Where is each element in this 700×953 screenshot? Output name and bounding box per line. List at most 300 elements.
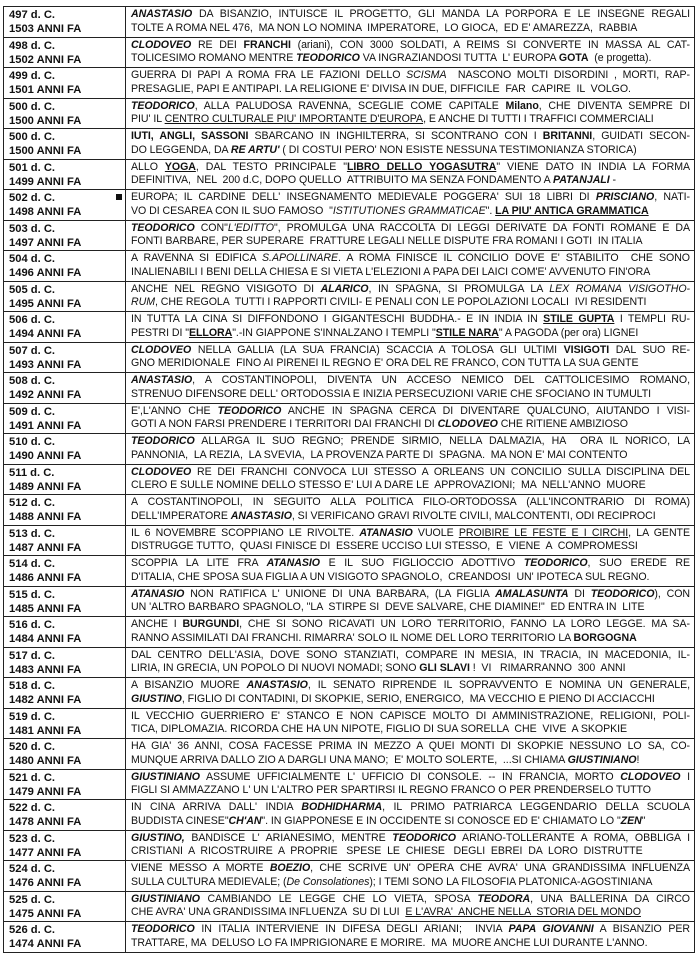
year-label: 521 d. C. (9, 771, 56, 784)
date-cell (4, 190, 126, 221)
years-ago-label: 1485 ANNI FA (9, 602, 82, 615)
emphasis-text: TEODORICO (131, 435, 195, 447)
date-cell (4, 68, 126, 99)
emphasis-text: YOGA (164, 160, 196, 173)
plain-text: CHE AVRA' UNA GRANDISSIMA INFLUENZA SU DI LUI (131, 906, 406, 919)
plain-text: GNO MERIDIONALE FINO AI PIRENEI IL REGNO E' ORA DEL RE FRANCO, CON TUTTA LA SUA GENTE (131, 357, 639, 370)
emphasis-text: E L'AVRA' ANCHE NELLA STORIA DEL MONDO (405, 906, 641, 919)
event-text-line (131, 313, 690, 327)
event-text-line (131, 649, 690, 663)
years-ago-label: 1479 ANNI FA (9, 785, 82, 798)
event-text-line (131, 662, 690, 676)
event-text-line (131, 801, 690, 815)
date-cell (4, 98, 126, 129)
event-text-line (131, 235, 690, 249)
event-text-line (131, 357, 690, 371)
date-cell (4, 281, 126, 312)
event-description (126, 403, 695, 434)
emphasis-text: TEODORICO (131, 221, 195, 234)
chronology-row (4, 800, 695, 831)
emphasis-text: LEX ROMANA VISIGOTHO- (549, 282, 690, 295)
event-description (126, 800, 695, 831)
years-ago-label: 1476 ANNI FA (9, 877, 82, 889)
chronology-row (4, 464, 695, 495)
year-label: 519 d. C. (9, 710, 56, 723)
event-text-line (131, 252, 690, 266)
chronology-row (4, 678, 695, 709)
plain-text: MUNQUE ARRIVA DALLO ZIO A DARGLI UNA MANO; E' MOLTO SOLERTE, ...SI CHIAMA (131, 753, 568, 766)
event-text-line (131, 906, 690, 920)
plain-text: DISTRUGGE TUTTO, QUASI FINISCE DI ESSERE UCCISO LUI STESSO, E VIENE A COMPROMESSI (131, 540, 638, 553)
emphasis-text: ALARICO (320, 282, 369, 295)
plain-text: DEFINITIVA, NEL 200 d.C, DOPO QUELLO ATTRIBUITO MA SENZA FONDAMENTO A (131, 174, 553, 187)
event-description (126, 525, 695, 556)
plain-text: DI (568, 587, 591, 600)
event-text-line (131, 496, 690, 510)
plain-text: CRISTIANI A RICOSTRUIRE A PROPRIE SPESE LE CHIESE DEGLI EBREI DA LORO DISTRUTTE (131, 845, 643, 858)
emphasis-text: CLODOVEO (131, 343, 192, 356)
emphasis-text: ELLORA (188, 326, 233, 339)
chronology-row (4, 525, 695, 556)
chronology-row (4, 373, 695, 404)
plain-text: IN CINA ARRIVA DALL' INDIA (131, 801, 302, 813)
years-ago-label: 1499 ANNI FA (9, 175, 82, 188)
event-description (126, 464, 695, 495)
years-ago-label: 1496 ANNI FA (9, 267, 82, 279)
plain-text: LIRIA, IN GRECIA, UN POPOLO DI NUOVI NOMADI; SONO (131, 662, 420, 675)
event-text-line (131, 161, 690, 175)
event-description (126, 495, 695, 526)
chronology-row (4, 312, 695, 343)
event-text-line (131, 601, 690, 615)
emphasis-text: LIBRO DELLO YOGASUTRA (346, 160, 497, 173)
emphasis-text: GIUSTINO (131, 692, 182, 705)
plain-text: TOLICESIMO ROMANO MENTRE (131, 52, 297, 65)
emphasis-text: STILE NARA (435, 326, 499, 339)
years-ago-label: 1497 ANNI FA (9, 236, 82, 249)
date-cell (4, 708, 126, 739)
event-text-line (131, 144, 690, 158)
chronology-row (4, 495, 695, 526)
date-cell (4, 739, 126, 770)
plain-text: PESTRI DI " (131, 326, 189, 339)
year-label: 506 d. C. (9, 314, 56, 326)
chronology-row (4, 647, 695, 678)
event-description (126, 647, 695, 678)
plain-text: , CHE DIVENTA SEMPRE DI (538, 99, 690, 112)
event-description (126, 220, 695, 251)
plain-text: I (680, 770, 690, 783)
plain-text: ANCHE I (131, 618, 183, 630)
emphasis-text: PATANJALI (552, 174, 610, 187)
chronology-sheet (3, 6, 695, 953)
emphasis-text: TEODORICO (392, 831, 456, 844)
plain-text: VUOLE (412, 526, 459, 539)
year-label: 508 d. C. (9, 375, 56, 387)
event-text-line (131, 845, 690, 859)
event-text-line (131, 22, 690, 36)
plain-text: ASSUME UFFICIALMENTE L' UFFICIO DI CONSOLE. -- IN FRANCIA, MORTO (199, 770, 621, 783)
date-cell (4, 7, 126, 38)
plain-text: , CHE REGOLA TUTTI I RAPPORTI CIVILI- E PENALI CON LE POPOLAZIONI LOCALI IVI RESIDENTI (154, 296, 647, 309)
emphasis-text: VISIGOTI (563, 343, 610, 356)
chronology-row (4, 220, 695, 251)
event-text-line (131, 893, 690, 907)
chronology-row (4, 891, 695, 922)
plain-text: STRENUO DIFENSORE DELL' ORTODOSSIA E INIZIA PERSECUZIONI VARIE CHE SFOCIANO IN TUMULTI (131, 387, 652, 400)
plain-text: , GUIDATI SECON- (592, 130, 690, 142)
plain-text: IL 6 NOVEMBRE SCOPPIANO LE RIVOLTE. (131, 526, 360, 539)
year-label: 513 d. C. (9, 527, 56, 540)
event-text-line (131, 113, 690, 127)
event-description (126, 830, 695, 861)
plain-text: " (641, 814, 646, 827)
plain-text: ! (636, 753, 640, 766)
years-ago-label: 1475 ANNI FA (9, 907, 82, 920)
emphasis-text: TEODORICO (131, 923, 195, 935)
event-description (126, 251, 695, 282)
plain-text: SBARCANO IN INGHILTERRA, SI SCONTRANO CON I (248, 130, 543, 142)
plain-text: HA GIA' 36 ANNI, COSA FACESSE PRIMA IN MEZZO A QUEI MONTI DI SKOPKIE NESSUNO LO SA, CO- (131, 740, 690, 752)
year-label: 504 d. C. (9, 253, 56, 265)
emphasis-text: S.APOLLINARE (262, 252, 338, 264)
plain-text: A COSTANTINOPOLI, IN SEGUITO ALLA POLITICA FILO-ORTODOSSA (ALL'INCONTRARIO DI ROMA) (131, 496, 690, 508)
plain-text: TRATTARE, MA DELUSO LO FA IMPRIGIONARE E MORIRE. MA MUORE ANCHE LUI DURANTE L'ANNO. (131, 936, 648, 949)
date-cell (4, 586, 126, 617)
plain-text: (e progetta). (588, 52, 652, 65)
chronology-row (4, 830, 695, 861)
event-text-line (131, 222, 690, 236)
plain-text: , FIGLIO DI CONTADINI, DI SKOPKIE, SERIO, ENERGICO, MA VECCHIO E PIENO DI ACCIACCHI (181, 692, 655, 705)
plain-text: PRESAGLIE, PAPI E ANTIPAPI. LA RELIGIONE E' DIVISA IN DUE, DIFFICILE FAR CAPIRE IL VOLGO. (131, 82, 631, 95)
emphasis-text: ISTITUTIONES GRAMMATICAE (332, 204, 486, 217)
chronology-row (4, 556, 695, 587)
plain-text: I TEMPLI RU- (614, 313, 690, 325)
year-label: 520 d. C. (9, 741, 56, 753)
event-text-line (131, 388, 690, 402)
plain-text: VO DI CESAREA CON IL SUO FAMOSO " (131, 204, 333, 217)
years-ago-label: 1478 ANNI FA (9, 816, 82, 828)
event-text-line (131, 39, 690, 53)
years-ago-label: 1480 ANNI FA (9, 755, 82, 767)
event-text-line (131, 784, 690, 798)
plain-text: CON" (194, 221, 228, 234)
date-cell (4, 220, 126, 251)
emphasis-text: GIUSTINIANO (131, 892, 200, 905)
plain-text: DO LEGGENDA, DA (131, 143, 231, 156)
emphasis-text: GIUSTINO, (131, 831, 185, 844)
plain-text: RANNO ASSIMILATI DAI FRANCHI. RIMARRA' SOLO IL NOME DEL LORO TERRITORIO LA (131, 631, 574, 644)
plain-text: , SUO EREDE RE (587, 557, 690, 569)
plain-text: IN TUTTA LA CINA SI DIFFONDONO I GIGANTESCHI BUDDHA.- E IN INDIA IN (131, 313, 544, 325)
year-label: 522 d. C. (9, 802, 56, 814)
plain-text: UN 'ALTRO BARBARO SPAGNOLO, "LA STIRPE SI DEVE SALVARE, CHE DIAMINE!" ED ENTRA IN LITE (131, 601, 645, 614)
plain-text: ALLO (131, 160, 165, 173)
event-description (126, 891, 695, 922)
emphasis-text: BRITANNI (542, 130, 593, 142)
emphasis-text: L'EDITTO (227, 221, 274, 234)
event-description (126, 68, 695, 99)
event-description (126, 678, 695, 709)
event-text-line (131, 815, 690, 829)
chronology-row (4, 281, 695, 312)
date-cell (4, 769, 126, 800)
plain-text: PANNONIA, LA REZIA, LA SVEVIA, LA PROVENZA PARTE DI SPAGNA. MA NON E' MAI CONTENTO (131, 448, 628, 461)
plain-text: BUDDISTA CINESE" (131, 814, 229, 827)
date-cell (4, 373, 126, 404)
date-cell (4, 403, 126, 434)
years-ago-label: 1482 ANNI FA (9, 694, 82, 706)
years-ago-label: 1501 ANNI FA (9, 84, 82, 96)
plain-text: INALIENABILI I BENI DELLA CHIESA E SI VIETA L'ELEZIONI A PAPA DEI LAICI COM'E' AVVENUTO FIN'ORA (131, 265, 651, 278)
emphasis-text: BURGUNDI (182, 618, 240, 630)
year-label: 511 d. C. (9, 466, 55, 479)
event-text-line (131, 527, 690, 541)
years-ago-label: 1474 ANNI FA (9, 938, 82, 950)
year-label: 501 d. C. (9, 161, 56, 174)
date-cell (4, 647, 126, 678)
event-text-line (131, 344, 690, 358)
emphasis-text: BOEZIO (269, 862, 311, 874)
event-text-line (131, 466, 690, 480)
chronology-row (4, 861, 695, 892)
emphasis-text: BORGOGNA (573, 631, 637, 644)
year-label: 505 d. C. (9, 283, 56, 296)
plain-text: RE DEI FRANCHI CONVOCA LUI STESSO A ORLEANS UN CONCILIO SULLA DISCIPLINA DEL (191, 465, 690, 478)
emphasis-text: ATANASIO (131, 587, 185, 600)
plain-text: ! VI RIMARRANNO 300 ANNI (469, 662, 626, 675)
plain-text: DELL'IMPERATORE (131, 509, 231, 522)
emphasis-text: AMALASUNTA (495, 587, 569, 600)
emphasis-text: TEODORICO (296, 52, 360, 65)
plain-text: ".-IN GIAPPONE S'INNALZANO I TEMPLI " (232, 326, 436, 339)
event-text-line (131, 923, 690, 937)
event-text-line (131, 618, 690, 632)
event-description (126, 190, 695, 221)
plain-text: , IL SENATO RIPRENDE IL SOPRAVVENTO E NOMINA UN GENERALE, (307, 679, 690, 691)
emphasis-text: CLODOVEO (131, 465, 192, 478)
event-description (126, 922, 695, 953)
emphasis-text: FRANCHI (243, 38, 291, 51)
chronology-row (4, 769, 695, 800)
event-description (126, 37, 695, 68)
date-cell (4, 495, 126, 526)
year-label: 503 d. C. (9, 222, 56, 235)
plain-text: ); I TEMI SONO LA FILOSOFIA PLATONICA-AGOSTINIANA (369, 875, 653, 888)
plain-text: ANCHE IN SPAGNA CERCA DI DIVENTARE QUALCUNO, AIUTANDO I VISI- (281, 404, 690, 417)
chronology-row (4, 37, 695, 68)
event-description (126, 373, 695, 404)
event-text-line (131, 832, 690, 846)
years-ago-label: 1491 ANNI FA (9, 419, 82, 432)
plain-text: - (609, 174, 616, 187)
date-cell (4, 251, 126, 282)
emphasis-text: PAPA GIOVANNI (508, 923, 594, 935)
event-text-line (131, 130, 690, 144)
emphasis-text: CLODOVEO (620, 770, 681, 783)
emphasis-text: CENTRO CULTURALE PIU' IMPORTANTE D'EUROPA (164, 113, 424, 126)
event-text-line (131, 418, 690, 432)
event-text-line (131, 205, 690, 219)
event-text-line (131, 862, 690, 876)
square-bullet-icon (116, 194, 122, 200)
plain-text: FIGLI SI AMMAZZANO L' UN L'ALTRO PER SPARTIRSI IL REGNO FRANCO O PER PRENDERSELO TUTTO (131, 784, 651, 797)
chronology-row (4, 708, 695, 739)
year-label: 500 d. C. (9, 131, 56, 143)
date-cell (4, 891, 126, 922)
event-text-line (131, 510, 690, 524)
chronology-row (4, 739, 695, 770)
event-text-line (131, 405, 690, 419)
event-description (126, 861, 695, 892)
date-cell (4, 678, 126, 709)
emphasis-text: PRISCIANO (595, 191, 655, 203)
plain-text: ), CON (654, 587, 690, 600)
event-description (126, 739, 695, 770)
chronology-row (4, 922, 695, 953)
years-ago-label: 1486 ANNI FA (9, 572, 82, 584)
event-text-line (131, 571, 690, 585)
years-ago-label: 1477 ANNI FA (9, 846, 82, 859)
plain-text: , IL PRIMO PATRIARCA LEGGENDARIO DELLA SCUOLA (382, 801, 690, 813)
chronology-row (4, 190, 695, 221)
plain-text: " VIENE DATO IN INDIA LA FORMA (496, 160, 690, 173)
date-cell (4, 434, 126, 465)
chronology-row (4, 342, 695, 373)
year-label: 523 d. C. (9, 832, 56, 845)
chronology-row (4, 159, 695, 190)
year-label: 500 d. C. (9, 100, 56, 113)
event-text-line (131, 266, 690, 280)
event-text-line (131, 296, 690, 310)
plain-text: NON RATIFICA L' UNIONE DI UNA BARBARA, (LA FIGLIA (184, 587, 496, 600)
emphasis-text: GOTA (558, 52, 589, 65)
event-text-line (131, 632, 690, 646)
plain-text: A RAVENNA SI EDIFICA (131, 252, 263, 264)
years-ago-label: 1494 ANNI FA (9, 328, 82, 340)
plain-text: , IN SPAGNA, SI PROMULGA LA (368, 282, 550, 295)
chronology-row (4, 7, 695, 38)
date-cell (4, 159, 126, 190)
emphasis-text: GLI SLAVI (419, 662, 470, 675)
plain-text: CLERO E SULLE NOMINE DELLO STESSO E' LUI A DARE LE APPROVAZIONI; MA NELL'ANNO MUORE (131, 479, 646, 492)
chronology-row (4, 403, 695, 434)
event-text-line (131, 771, 690, 785)
plain-text: , ALLA PALUDOSA RAVENNA, SCEGLIE COME CAPITALE (194, 99, 506, 112)
emphasis-text: RUM (131, 296, 155, 309)
event-text-line (131, 723, 690, 737)
year-label: 498 d. C. (9, 39, 56, 52)
event-text-line (131, 540, 690, 554)
years-ago-label: 1498 ANNI FA (9, 206, 82, 218)
plain-text: , SI VERIFICANO GRAVI RIVOLTE CIVILI, MALCONTENTI, ODI RECIPROCI (291, 509, 656, 522)
plain-text: RE DEI (191, 38, 244, 51)
event-text-line (131, 876, 690, 890)
event-description (126, 312, 695, 343)
years-ago-label: 1487 ANNI FA (9, 541, 82, 554)
plain-text: VA INGRAZIANDOSI TUTTA L' EUROPA (359, 52, 559, 65)
plain-text: GUERRA DI PAPI A ROMA FRA LE FAZIONI DELLO (131, 69, 407, 81)
event-description (126, 434, 695, 465)
plain-text: , DAL TESTO PRINCIPALE " (195, 160, 347, 173)
chronology-row (4, 586, 695, 617)
date-cell (4, 830, 126, 861)
plain-text: , A COSTANTINOPOLI, DIVENTA UN ACCESO NEMICO DEL CATTOLICESIMO ROMANO, (192, 374, 690, 386)
plain-text: PIU' IL (131, 113, 165, 126)
event-text-line (131, 435, 690, 449)
emphasis-text: TEODORICO (217, 404, 282, 417)
emphasis-text: ANASTASIO (230, 509, 292, 522)
year-label: 525 d. C. (9, 893, 56, 906)
years-ago-label: 1484 ANNI FA (9, 633, 82, 645)
plain-text: TICA, DIPLOMAZIA. RICORDA CHE HA UN NIPOTE, FIGLIO DI SUA SORELLA CHE VIVE A SKOPKIE (131, 723, 628, 736)
emphasis-text: De Consolationes (286, 875, 370, 888)
plain-text: NELLA GALLIA (LA SUA FRANCIA) SCACCIA A TOLOSA GLI ULTIMI (191, 343, 564, 356)
emphasis-text: ZEN (620, 814, 642, 827)
event-description (126, 281, 695, 312)
years-ago-label: 1502 ANNI FA (9, 53, 82, 66)
event-text-line (131, 449, 690, 463)
year-label: 516 d. C. (9, 619, 56, 631)
plain-text: GOTI A NON FARSI PRENDERE I TERRITORI DAI FRANCHI DI (131, 418, 438, 431)
year-label: 510 d. C. (9, 436, 56, 448)
plain-text: CAMBIANDO LE LEGGE CHE LO VIETA, SPOSA (199, 892, 478, 905)
plain-text: A BISANZIO MUORE (131, 679, 247, 691)
plain-text: ". (485, 204, 496, 217)
year-label: 512 d. C. (9, 497, 56, 509)
year-label: 502 d. C. (9, 192, 56, 204)
years-ago-label: 1503 ANNI FA (9, 23, 82, 35)
date-cell (4, 525, 126, 556)
plain-text: SULLA CULTURA MEDIEVALE; ( (131, 875, 287, 888)
emphasis-text: TEODORICO (131, 99, 195, 112)
emphasis-text: RE ARTU' (230, 143, 280, 156)
event-text-line (131, 52, 690, 66)
plain-text: ", PROMULGA UNA RACCOLTA DI LEGGI DERIVATE DA FONTI ROMANE E DA (273, 221, 690, 234)
date-cell (4, 922, 126, 953)
event-text-line (131, 174, 690, 188)
plain-text: ARIANO-TOLLERANTE A ROMA, OBBLIGA I (455, 831, 690, 844)
chronology-row (4, 98, 695, 129)
year-label: 507 d. C. (9, 344, 56, 357)
plain-text: ALLARGA IL SUO REGNO; PRENDE SIRMIO, NELLA DALMAZIA, HA ORA IL NORICO, LA (194, 435, 690, 447)
event-text-line (131, 8, 690, 22)
date-cell (4, 861, 126, 892)
event-description (126, 342, 695, 373)
date-cell (4, 556, 126, 587)
plain-text: IL VECCHIO GUERRIERO E' STANCO E NON CAPISCE MOLTO DI AMMINISTRAZIONE, RELIGIONI, POLI- (131, 709, 690, 722)
plain-text: , CHE SCRIVE UN' OPERA CHE AVRA' UNA GRANDISSIMA INFLUENZA (310, 862, 690, 874)
event-text-line (131, 374, 690, 388)
event-text-line (131, 740, 690, 754)
emphasis-text: ANASTASIO (131, 374, 193, 386)
date-cell (4, 617, 126, 648)
event-description (126, 98, 695, 129)
plain-text: E IL SUO FIGLIOCCIO ADOTTIVO (319, 557, 524, 569)
emphasis-text: TEODORICO (523, 557, 588, 569)
event-text-line (131, 191, 690, 205)
plain-text: , E ANCHE DI TUTTI I TRAFFICI COMMERCIALI (423, 113, 654, 126)
years-ago-label: 1489 ANNI FA (9, 480, 82, 493)
year-label: 509 d. C. (9, 405, 56, 418)
plain-text: , LA GENTE (628, 526, 690, 539)
date-cell (4, 800, 126, 831)
emphasis-text: STILE GUPTA (543, 313, 615, 325)
chronology-row (4, 434, 695, 465)
date-cell (4, 37, 126, 68)
years-ago-label: 1500 ANNI FA (9, 145, 82, 157)
plain-text: (ariani), CON 3000 SOLDATI, A REIMS SI CONVERTE IN MASSA AL CAT- (290, 38, 690, 51)
